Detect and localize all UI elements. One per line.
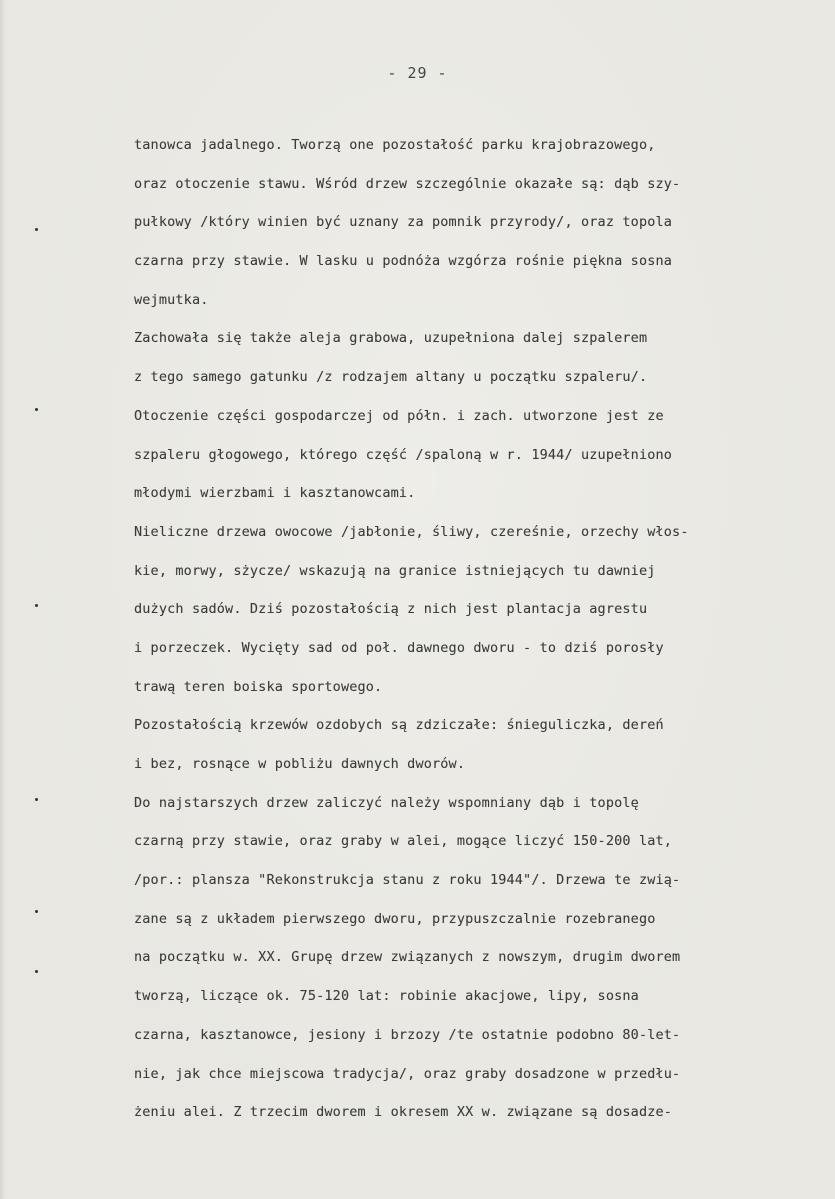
text-line: i bez, rosnące w pobliżu dawnych dworów. [134, 756, 466, 772]
margin-dot [35, 228, 38, 231]
margin-dot [35, 798, 38, 801]
text-line: wejmutka. [134, 291, 209, 308]
margin-dot [35, 910, 38, 913]
margin-dot [35, 970, 38, 973]
body-text [134, 126, 824, 1132]
text-line: i porzeczek. Wycięty sad od poł. dawnego dworu - to dziś porosły [134, 639, 664, 656]
text-line: Do najstarszych drzew zaliczyć należy wspomniany dąb i topolę [134, 794, 639, 811]
text-line: kie, morwy, sżycze/ wskazują na granice istniejących tu dawniej [134, 562, 656, 579]
text-line: z tego samego gatunku /z rodzajem altany u początku szpaleru/. [134, 369, 648, 386]
text-line: trawą teren boiska sportowego. [134, 678, 383, 695]
text-line: młodymi wierzbami i kasztanowcami. [134, 485, 416, 502]
page-number: - 29 - [387, 64, 448, 82]
text-line: zane są z układem pierwszego dworu, przypuszczalnie rozebranego [134, 910, 656, 927]
text-line: tanowca jadalnego. Tworzą one pozostałość parku krajobrazowego, [134, 137, 656, 153]
margin-dot [35, 408, 38, 411]
text-line: oraz otoczenie stawu. Wśród drzew szczególnie okazałe są: dąb szy- [134, 175, 681, 192]
text-line: żeniu alei. Z trzecim dworem i okresem XX w. związane są dosadze- [134, 1104, 673, 1121]
text-line: tworzą, liczące ok. 75-120 lat: robinie akacjowe, lipy, sosna [134, 988, 639, 1005]
text-line: nie, jak chce miejscowa tradycja/, oraz graby dosadzone w przedłu- [134, 1065, 681, 1082]
margin-dot [35, 604, 38, 607]
text-line: czarna przy stawie. W lasku u podnóża wzgórza rośnie piękna sosna [134, 253, 673, 270]
text-line: czarną przy stawie, oraz graby w alei, mogące liczyć 150-200 lat, [134, 833, 673, 850]
text-line: pułkowy /który winien być uznany za pomnik przyrody/, oraz topola [134, 214, 673, 231]
text-line: szpaleru głogowego, którego część /spaloną w r. 1944/ uzupełniono [134, 446, 673, 463]
text-line: Pozostałością krzewów ozdobych są zdziczałe: śnieguliczka, dereń [134, 717, 664, 734]
text-line: /por.: plansza "Rekonstrukcja stanu z roku 1944"/. Drzewa te zwią- [134, 872, 681, 889]
text-line: Otoczenie części gospodarczej od półn. i zach. utworzone jest ze [134, 407, 664, 424]
page-edge-shadow [0, 0, 6, 1199]
text-line: czarna, kasztanowce, jesiony i brzozy /te ostatnie podobno 80-let- [134, 1026, 681, 1043]
text-line: dużych sadów. Dziś pozostałością z nich jest plantacja agrestu [134, 601, 648, 618]
text-line: Nieliczne drzewa owocowe /jabłonie, śliwy, czereśnie, orzechy włos- [134, 523, 689, 540]
text-line: na początku w. XX. Grupę drzew związanych z nowszym, drugim dworem [134, 949, 681, 966]
text-line: Zachowała się także aleja grabowa, uzupełniona dalej szpalerem [134, 330, 648, 347]
